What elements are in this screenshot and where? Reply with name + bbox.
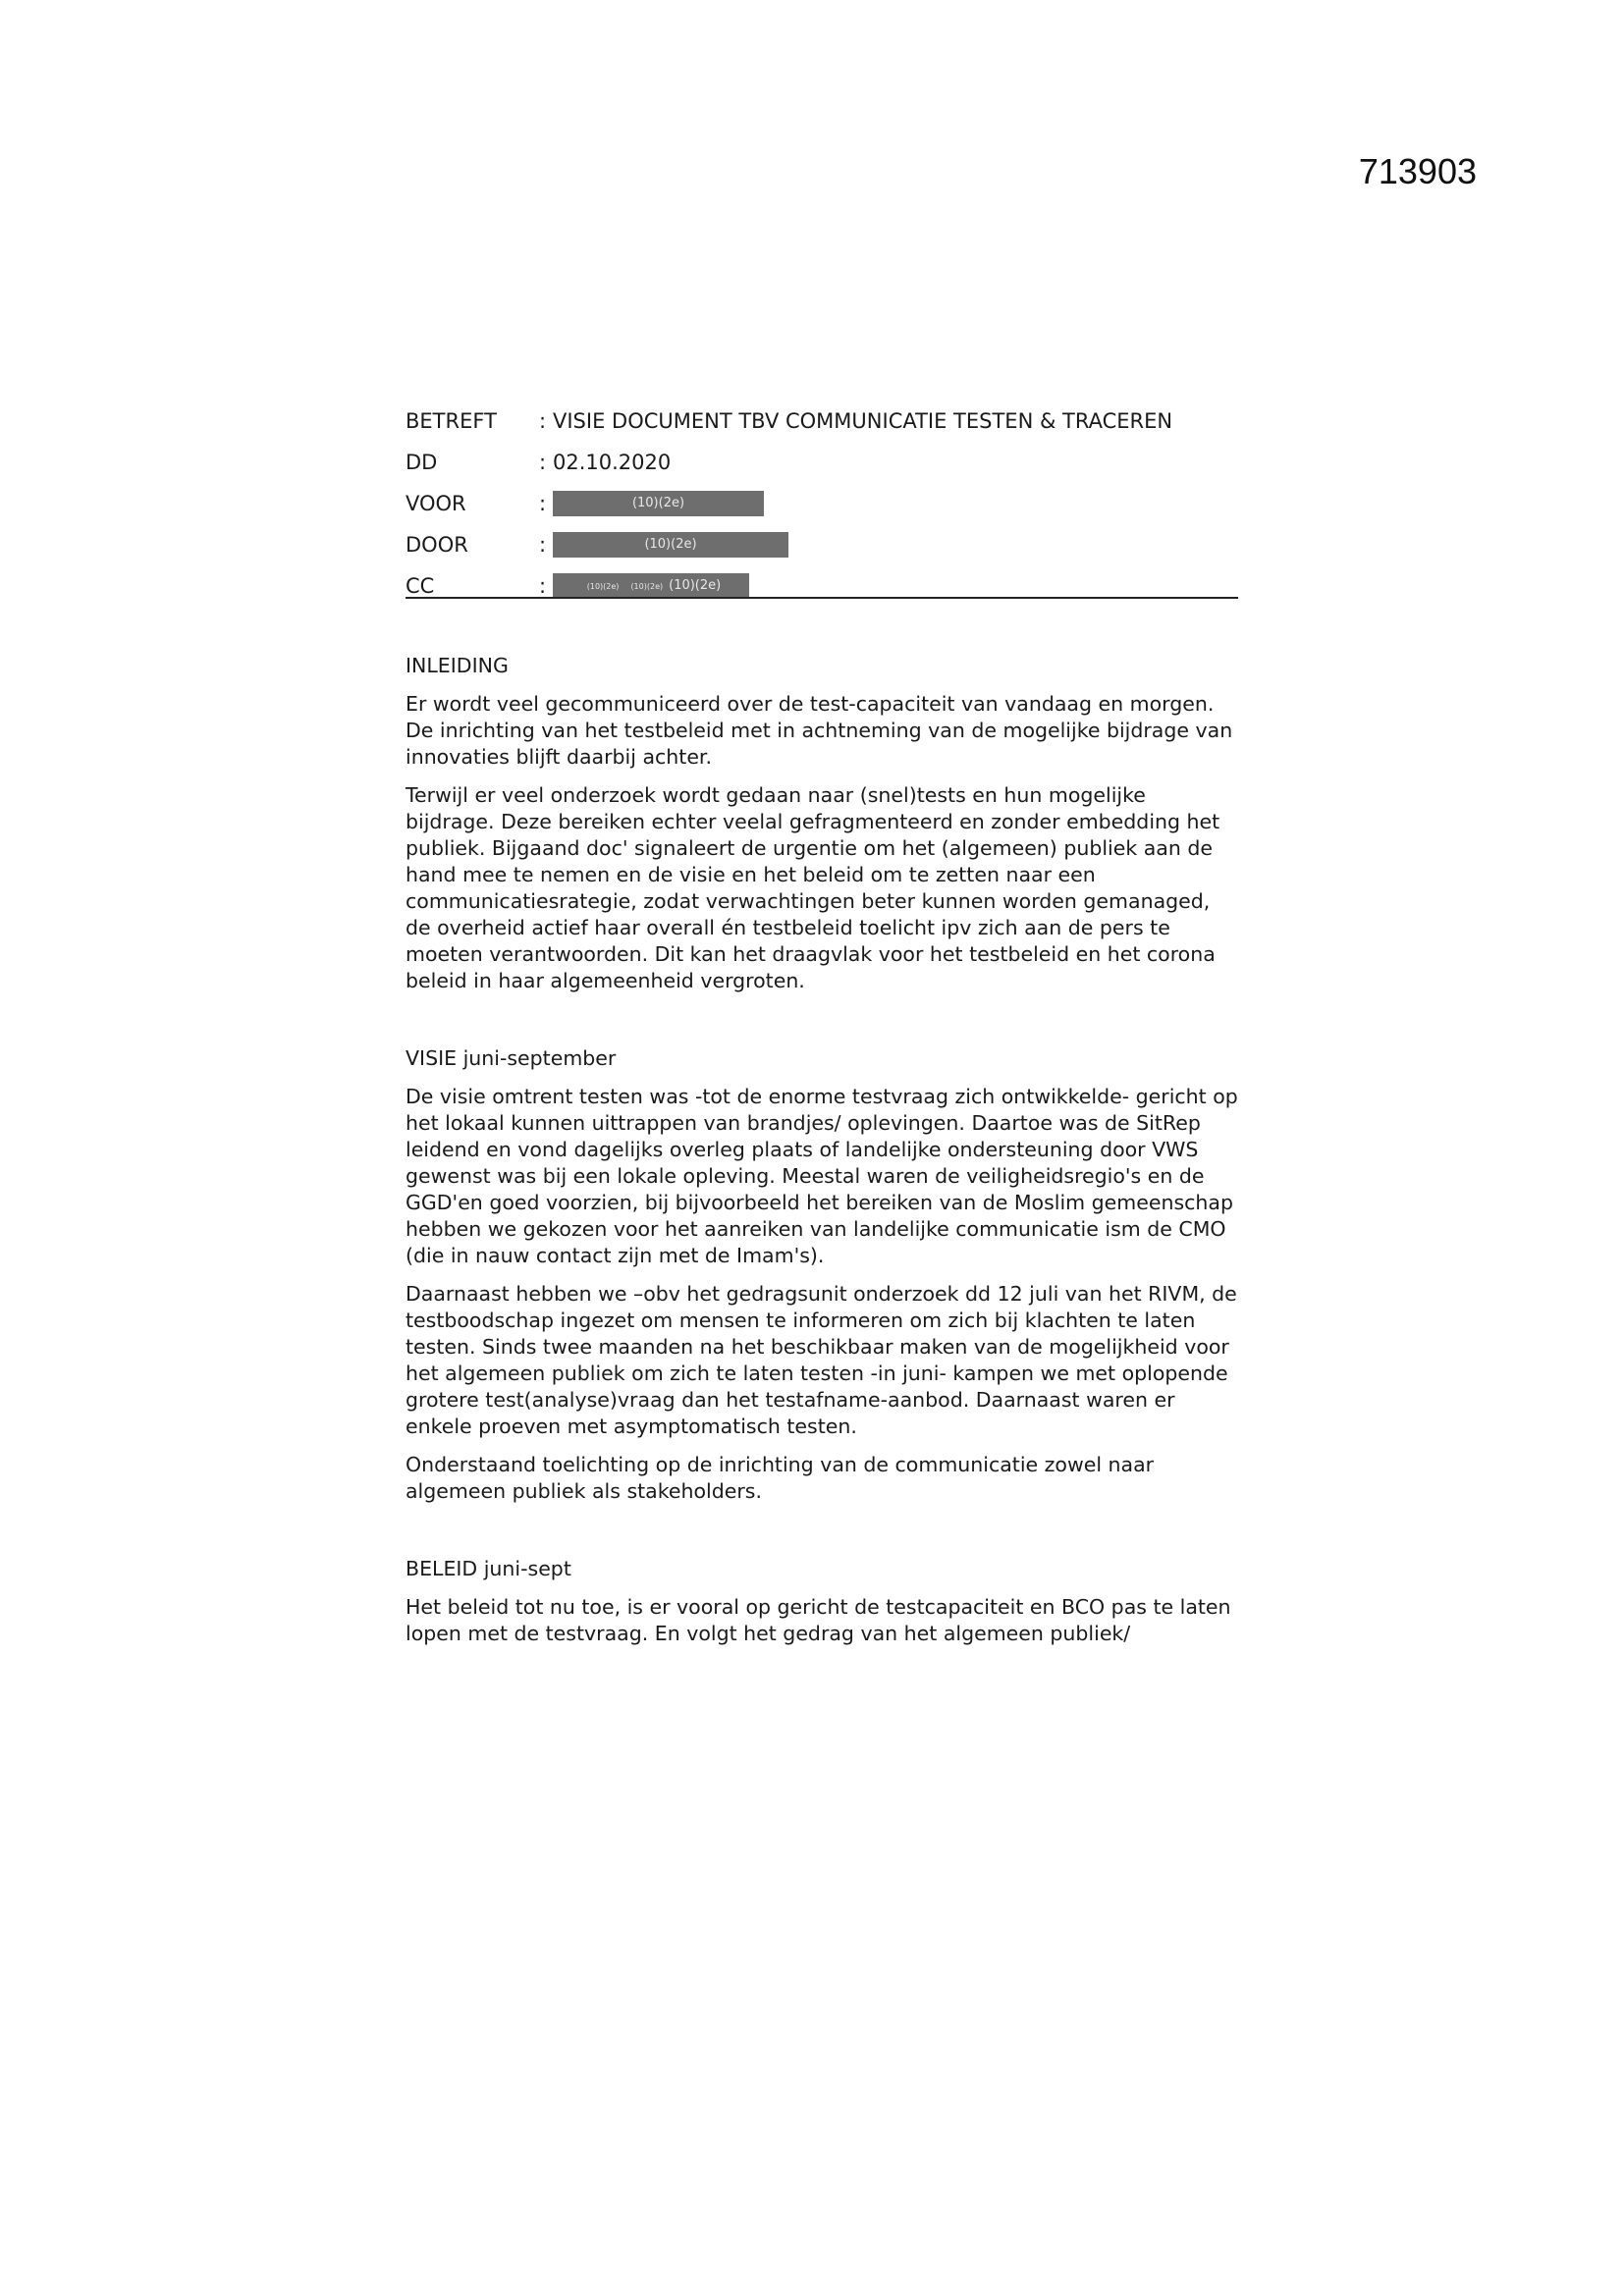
header-label: VOOR [406,492,466,515]
redaction-box: (10)(2e) [553,532,788,558]
redaction-label: (10)(2e) [669,578,722,593]
paragraph: Onderstaand toelichting op de inrichting van de communicatie zowel naar algemeen publiek als stakeholders. [406,1453,1155,1503]
header-row-dd [406,442,1238,483]
document-body [406,653,1240,1659]
redaction-box [553,573,749,599]
header-label: DD [406,451,438,474]
header-divider [406,597,1238,599]
date-value: 02.10.2020 [553,451,672,474]
section-inleiding [406,653,1240,994]
paragraph: Er wordt veel gecommuniceerd over de test-capaciteit van vandaag en morgen. De inrichting van het testbeleid met in achtneming van de mogelijke bijdrage van innovaties blijft daarbij achter. [406,692,1233,769]
paragraph: Daarnaast hebben we –obv het gedragsunit onderzoek dd 12 juli van het RIVM, de testboodschap ingezet om mensen te informeren om zich bij klachten te laten testen. Sinds twee maanden na het beschikbaar maken van de mogelijkheid voor het algemeen publiek om zich te laten testen -in juni- kampen we met oplopende grotere test(analyse)vraag dan het testafname-aanbod. Daarnaast waren er enkele proeven met asymptomatisch testen. [406,1282,1237,1438]
redaction-box: (10)(2e) [553,491,764,516]
header-row-cc [406,565,1238,607]
section-title: INLEIDING [406,654,509,677]
section-title: VISIE juni-september [406,1046,617,1070]
header-row-betreft [406,400,1238,442]
subject-value: VISIE DOCUMENT TBV COMMUNICATIE TESTEN & TRACEREN [553,409,1173,433]
header-colon: : [539,492,547,515]
section-beleid [406,1556,1240,1647]
header-label: CC [406,574,435,598]
redaction-small-label: (10)(2e) [630,582,664,591]
header-colon: : [539,409,547,433]
header-colon: : [539,451,547,474]
header-row-door [406,524,1238,565]
section-title: BELEID juni-sept [406,1557,571,1580]
paragraph: Het beleid tot nu toe, is er vooral op gericht de testcapaciteit en BCO pas te laten lopen met de testvraag. En volgt het gedrag van het algemeen publiek/ [406,1595,1231,1645]
paragraph: De visie omtrent testen was -tot de enorme testvraag zich ontwikkelde- gericht op het lokaal kunnen uittrappen van brandjes/ oplevingen. Daartoe was de SitRep leidend en vond dagelijks overleg plaats of landelijke ondersteuning door VWS gewenst was bij een lokale opleving. Meestal waren de veiligheidsregio's en de GGD'en goed voorzien, bij bijvoorbeeld het bereiken van de Moslim gemeenschap hebben we gekozen voor het aanreiken van landelijke communicatie ism de CMO (die in nauw contact zijn met de Imam's). [406,1085,1238,1267]
header-colon: : [539,574,547,598]
document-number: 713903 [1358,151,1477,191]
header-row-voor [406,483,1238,524]
memo-header [406,400,1238,607]
section-visie [406,1045,1240,1505]
paragraph: Terwijl er veel onderzoek wordt gedaan naar (snel)tests en hun mogelijke bijdrage. Deze bereiken echter veelal gefragmenteerd en zonder embedding het publiek. Bijgaand doc' signaleert de urgentie om het (algemeen) publiek aan de hand mee te nemen en de visie en het beleid om te zetten naar een communicatiesrategie, zodat verwachtingen beter kunnen worden gemanaged, de overheid actief haar overall én testbeleid toelicht ipv zich aan de pers te moeten verantwoorden. Dit kan het draagvlak voor het testbeleid en het corona beleid in haar algemeenheid vergroten. [406,783,1220,992]
header-label: DOOR [406,533,468,557]
header-label: BETREFT [406,409,497,433]
redaction-small-label: (10)(2e) [586,582,620,591]
header-colon: : [539,533,547,557]
